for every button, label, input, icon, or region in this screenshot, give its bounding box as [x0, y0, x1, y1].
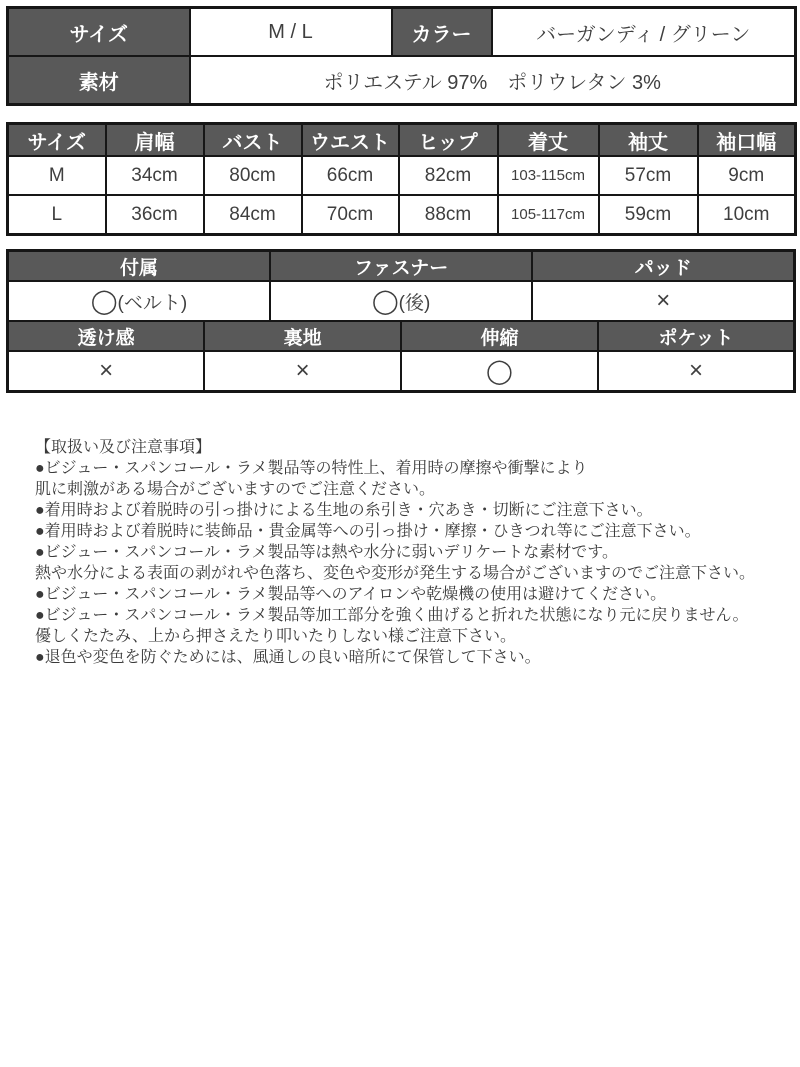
value-cell: 70cm: [302, 195, 399, 235]
care-notes-title: 【取扱い及び注意事項】: [35, 439, 212, 456]
care-note-line: 熱や水分による表面の剥がれや色落ち、変色や変形が発生する場合がございますのでご注意下さい。: [35, 565, 756, 582]
circle-symbol: ◯: [486, 357, 513, 385]
header-cell: 袖丈: [599, 124, 698, 157]
value-cell: 59cm: [599, 195, 698, 235]
value-cell: 57cm: [599, 156, 698, 195]
attributes-table: [6, 249, 796, 393]
attr-top-header-row: [8, 251, 795, 282]
value-cell: M: [8, 156, 106, 195]
header-cell: 透け感: [8, 321, 205, 351]
value-cell: [598, 351, 795, 392]
value-cell: 105-117cm: [498, 195, 599, 235]
symbol-suffix: (ベルト): [117, 292, 188, 314]
value-cell: L: [8, 195, 106, 235]
header-cell: バスト: [204, 124, 302, 157]
value-cell: 88cm: [399, 195, 498, 235]
size-label-cell: サイズ: [8, 8, 190, 57]
header-cell: パッド: [532, 251, 794, 282]
care-note-line: ●着用時および着脱時に装飾品・貴金属等への引っ掛け・摩擦・ひきつれ等にご注意下さい。: [35, 523, 701, 540]
header-cell: ファスナー: [270, 251, 532, 282]
care-note-line: ●ビジュー・スパンコール・ラメ製品等加工部分を強く曲げると折れた状態になり元に戻りません。: [35, 607, 749, 624]
info-row-material: [8, 56, 796, 105]
circle-symbol: ◯: [371, 287, 399, 315]
info-row-size-color: [8, 8, 796, 57]
size-row-m: [8, 156, 796, 195]
material-value-cell: ポリエステル 97% ポリウレタン 3%: [190, 56, 796, 105]
size-row-l: [8, 195, 796, 235]
attr-bottom-header-row: [8, 321, 795, 351]
value-cell: 103-115cm: [498, 156, 599, 195]
value-cell: [401, 351, 598, 392]
value-cell: 66cm: [302, 156, 399, 195]
color-value-cell: バーガンディ / グリーン: [492, 8, 796, 57]
size-table-header-row: [8, 124, 796, 157]
header-cell: 裏地: [204, 321, 401, 351]
value-cell: [8, 281, 270, 321]
care-note-line: ●着用時および着脱時の引っ掛けによる生地の糸引き・穴あき・切断にご注意下さい。: [35, 502, 653, 519]
cross-symbol: ×: [656, 287, 671, 314]
symbol-suffix: (後): [398, 292, 431, 314]
size-table: [6, 122, 797, 236]
value-cell: 80cm: [204, 156, 302, 195]
value-cell: 9cm: [698, 156, 796, 195]
header-cell: サイズ: [8, 124, 106, 157]
value-cell: 82cm: [399, 156, 498, 195]
value-cell: 36cm: [106, 195, 204, 235]
header-cell: ウエスト: [302, 124, 399, 157]
care-note-line: ●ビジュー・スパンコール・ラメ製品等は熱や水分に弱いデリケートな素材です。: [35, 544, 618, 561]
header-cell: ポケット: [598, 321, 795, 351]
value-cell: [270, 281, 532, 321]
care-note-line: 優しくたたみ、上から押さえたり叩いたりしない様ご注意下さい。: [35, 628, 516, 645]
color-label-cell: カラー: [392, 8, 492, 57]
cross-symbol: ×: [99, 357, 114, 384]
value-cell: [8, 351, 205, 392]
value-cell: [204, 351, 401, 392]
header-cell: 肩幅: [106, 124, 204, 157]
care-note-line: ●ビジュー・スパンコール・ラメ製品等の特性上、着用時の摩擦や衝撃により: [35, 460, 588, 477]
circle-symbol: ◯: [90, 287, 118, 315]
header-cell: 袖口幅: [698, 124, 796, 157]
value-cell: [532, 281, 794, 321]
value-cell: 84cm: [204, 195, 302, 235]
header-cell: 付属: [8, 251, 270, 282]
material-label-cell: 素材: [8, 56, 190, 105]
header-cell: 伸縮: [401, 321, 598, 351]
header-cell: 着丈: [498, 124, 599, 157]
cross-symbol: ×: [295, 357, 310, 384]
cross-symbol: ×: [689, 357, 704, 384]
care-note-line: 肌に刺激がある場合がございますのでご注意ください。: [35, 481, 436, 498]
care-notes: [35, 437, 800, 668]
care-note-line: ●ビジュー・スパンコール・ラメ製品等へのアイロンや乾燥機の使用は避けてください。: [35, 586, 667, 603]
header-cell: ヒップ: [399, 124, 498, 157]
value-cell: 34cm: [106, 156, 204, 195]
attr-top-value-row: [8, 281, 795, 321]
info-table: [6, 6, 797, 106]
attr-bottom-value-row: [8, 351, 795, 392]
care-note-line: ●退色や変色を防ぐためには、風通しの良い暗所にて保管して下さい。: [35, 649, 541, 666]
value-cell: 10cm: [698, 195, 796, 235]
size-value-cell: M / L: [190, 8, 392, 57]
